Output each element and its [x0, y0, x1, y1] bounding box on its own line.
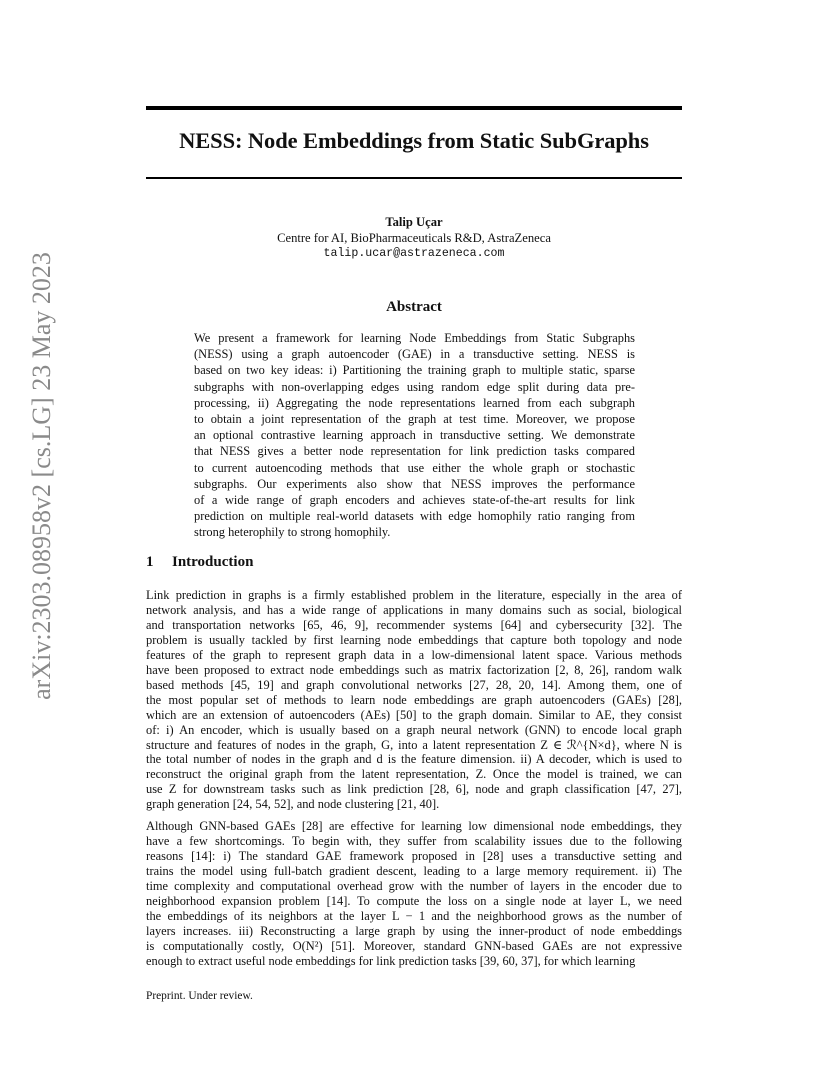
author-affiliation: Centre for AI, BioPharmaceuticals R&D, AstraZeneca	[277, 231, 551, 245]
paragraph-line: layers increases. iii) Reconstructing a large graph by using the inner-product of node embeddings	[146, 923, 682, 938]
abstract-line: based on two key ideas: i) Partitioning the training graph to multiple static, sparse	[194, 363, 635, 378]
abstract-line: (NESS) using a graph autoencoder (GAE) in a transductive setting. NESS is	[194, 347, 635, 362]
author-name: Talip Uçar	[385, 215, 443, 229]
abstract-line: strong heterophily to strong homophily.	[194, 525, 391, 540]
abstract-line: We present a framework for learning Node Embeddings from Static Subgraphs	[194, 331, 635, 345]
paragraph-line: use Z for downstream tasks such as link prediction [28, 6], node and graph classification [47, 27],	[146, 782, 682, 797]
paragraph-line: and transportation networks [65, 46, 9], recommender systems [64] and cybersecurity [32]. The	[146, 617, 682, 632]
abstract-line: subgraphs with non-overlapping edges using random edge split during data pre-	[194, 379, 635, 394]
introduction-paragraph-2	[146, 819, 682, 969]
section-heading-introduction	[146, 554, 253, 571]
paragraph-line: of: i) An encoder, which is usually based on a graph neural network (GNN) to encode local graph	[146, 722, 682, 737]
title-bottom-rule	[146, 177, 682, 179]
paragraph-line: features of the graph to represent graph data in a low-dimensional latent space. Various methods	[146, 647, 682, 662]
paragraph-line: the most popular set of methods to learn node embeddings are graph autoencoders (GAEs) [28],	[146, 692, 682, 707]
paragraph-line: have been proposed to extract node embeddings such as matrix factorization [2, 8, 26], random walk	[146, 662, 682, 677]
abstract-line: to obtain a joint representation of the graph at test time. Moreover, we propose	[194, 412, 635, 427]
paragraph-line: structure and features of nodes in the graph, G, into a latent representation Z ∈ ℛ^{N×d}, where N is	[146, 737, 682, 752]
paragraph-line: trains the model using full-batch gradient descent, leading to a large memory requirement. ii) The	[146, 863, 682, 878]
paragraph-line: Although GNN-based GAEs [28] are effective for learning low dimensional node embeddings, they	[146, 819, 682, 833]
paragraph-line: based methods [45, 19] and graph convolutional networks [27, 28, 20, 14]. Among them, one of	[146, 677, 682, 692]
abstract-line: an optional contrastive learning approach in transductive setting. We demonstrate	[194, 428, 635, 443]
paragraph-line: neighborhood expansion problem [14]. To compute the loss on a single node at layer L, we need	[146, 893, 682, 908]
introduction-paragraph-1	[146, 588, 682, 812]
paragraph-line: graph generation [24, 54, 52], and node clustering [21, 40].	[146, 797, 440, 812]
paper-title: NESS: Node Embeddings from Static SubGraphs	[179, 128, 649, 153]
paragraph-line: problem is usually tackled by first learning node embeddings that capture both topology and node	[146, 632, 682, 647]
paragraph-line: have a few shortcomings. To begin with, they suffer from scalability issues due to the following	[146, 833, 682, 848]
abstract-body	[194, 330, 635, 541]
author-block	[146, 214, 682, 262]
paragraph-line: network analysis, and has a wide range of applications in many domains such as social, biological	[146, 602, 682, 617]
footer-note: Preprint. Under review.	[146, 990, 253, 1002]
paragraph-line: reconstruct the original graph from the latent representation, Z. Once the model is trained, we can	[146, 767, 682, 782]
paragraph-line: time complexity and computational overhead grow with the number of layers in the encoder due to	[146, 878, 682, 893]
abstract-line: that NESS gives a better node representation for link prediction tasks compared	[194, 444, 635, 459]
author-email: talip.ucar@astrazeneca.com	[323, 247, 505, 260]
abstract-line: subgraphs. Our experiments also show that NESS improves the performance	[194, 476, 635, 491]
section-number: 1	[146, 554, 154, 570]
abstract-line: processing, ii) Aggregating the node representations learned from each subgraph	[194, 395, 635, 410]
paragraph-line: which are an extension of autoencoders (AEs) [50] to the graph domain. Similar to AE, they consist	[146, 707, 682, 722]
paragraph-line: the total number of nodes in the graph and d is the feature dimension. ii) A decoder, which is used to	[146, 752, 682, 767]
abstract-line: of a wide range of graph encoders and achieves state-of-the-art results for link	[194, 493, 635, 508]
section-title: Introduction	[172, 554, 254, 570]
paragraph-line: reasons [14]: i) The standard GAE framework proposed in [28] uses a transductive setting and	[146, 848, 682, 863]
abstract-heading: Abstract	[386, 299, 442, 315]
paragraph-line: enough to extract useful node embeddings for link prediction tasks [39, 60, 37], for which learning	[146, 953, 636, 968]
title-top-rule	[146, 106, 682, 110]
arxiv-identifier: arXiv:2303.08958v2 [cs.LG] 23 May 2023	[27, 252, 56, 700]
paragraph-line: is computationally costly, O(N²) [51]. Moreover, standard GNN-based GAEs are not expressive	[146, 938, 682, 953]
abstract-line: to current autoencoding methods that use either the whole graph or stochastic	[194, 460, 635, 475]
abstract-line: prediction on multiple real-world datasets with edge homophily ratio ranging from	[194, 509, 635, 524]
paragraph-line: the embeddings of its neighbors at the layer L − 1 and the neighborhood grows as the number of	[146, 908, 682, 923]
paragraph-line: Link prediction in graphs is a firmly established problem in the literature, especially in the area of	[146, 588, 682, 602]
